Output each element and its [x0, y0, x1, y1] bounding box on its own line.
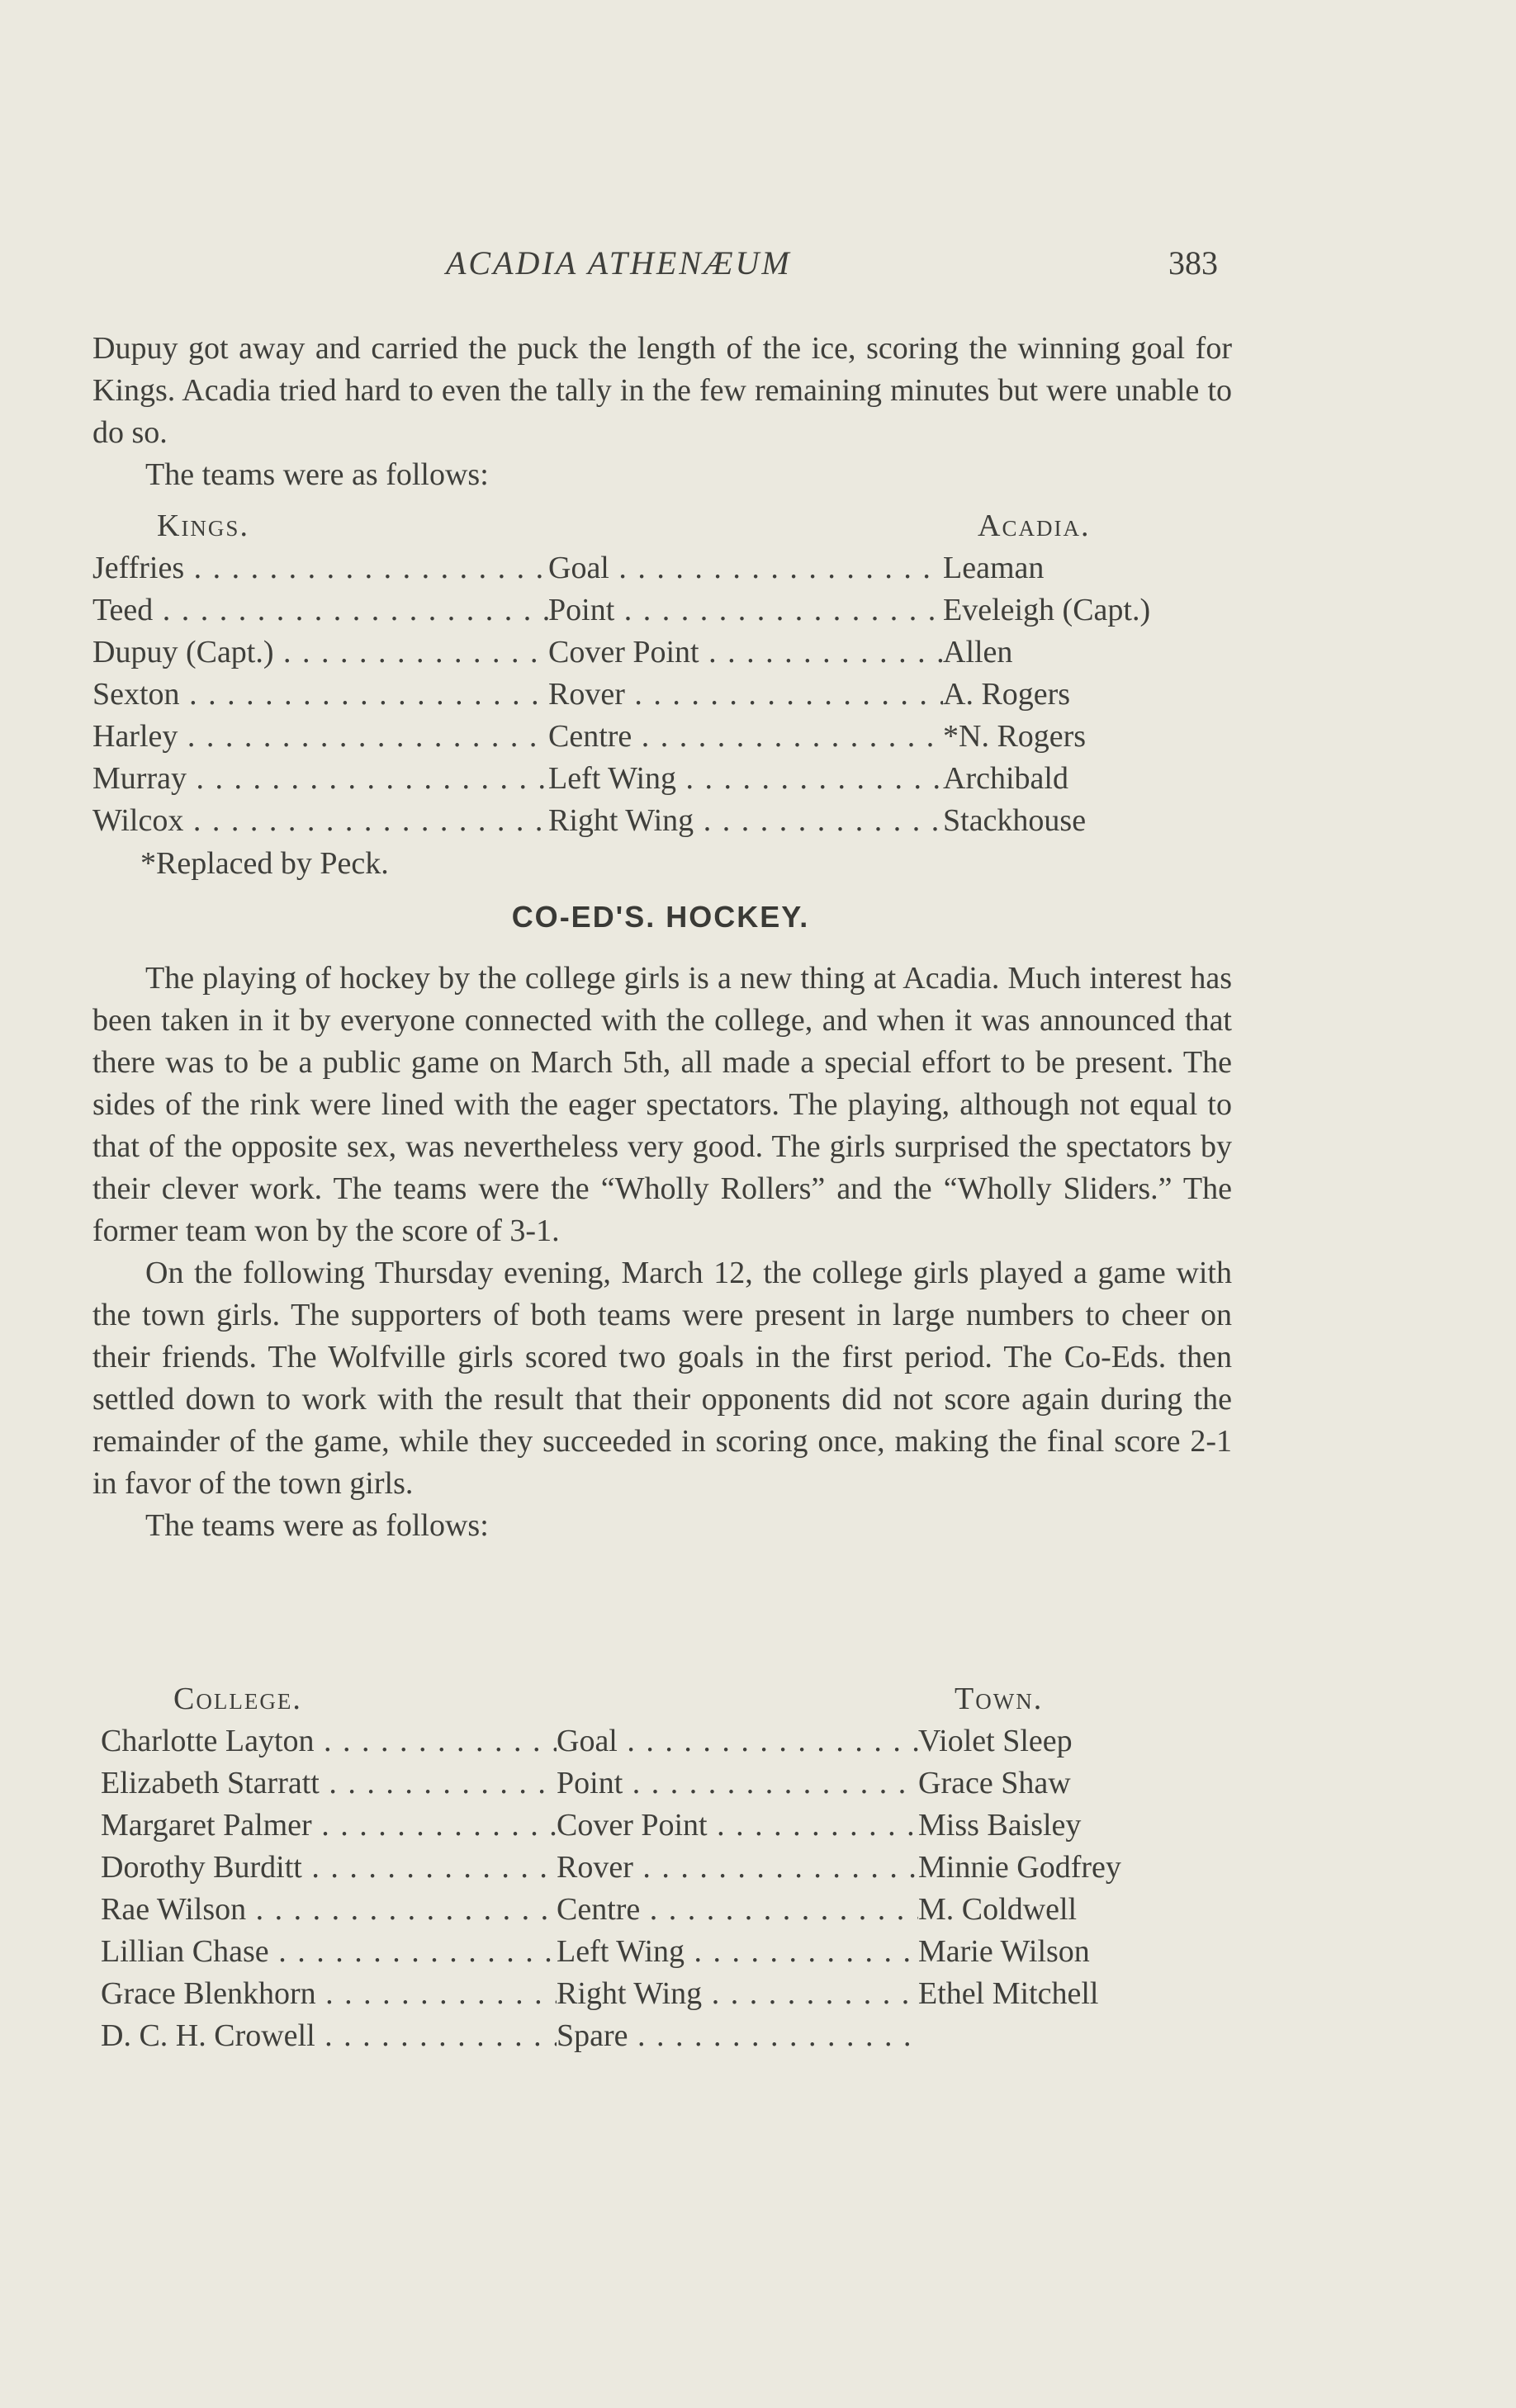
player-name: Charlotte Layton . . .: [101, 1723, 557, 1759]
roster-row: [92, 1807, 1232, 1849]
roster-row: [92, 1933, 1232, 1975]
player-name: Lillian Chase . . .: [101, 1933, 557, 1970]
roster-row: [92, 2018, 1232, 2060]
position-name: Goal . . .: [557, 1723, 918, 1759]
position-name: Goal . . .: [548, 550, 943, 586]
position-name: Point . . .: [548, 592, 943, 628]
roster-row: [92, 1975, 1232, 2018]
section-title: CO-ED'S. HOCKEY.: [511, 900, 810, 934]
roster-row: [92, 634, 1232, 676]
player-name: Harley . . .: [92, 718, 548, 755]
mens-teams-intro: The teams were as follows:: [145, 457, 489, 492]
roster-row: [92, 1849, 1232, 1891]
position-name: Cover Point . . .: [557, 1807, 918, 1843]
player-name: Rae Wilson . . .: [101, 1891, 557, 1928]
running-header: [0, 244, 1516, 285]
player-name: Dupuy (Capt.) . . .: [92, 634, 548, 670]
roster-row: [92, 1723, 1232, 1765]
player-name: Margaret Palmer . . .: [101, 1807, 557, 1843]
position-name: Centre . . .: [557, 1891, 918, 1928]
position-name: Left Wing . . .: [557, 1933, 918, 1970]
position-name: Cover Point . . .: [548, 634, 943, 670]
position-name: Right Wing . . .: [557, 1975, 918, 2012]
player-name: Wilcox . . .: [92, 802, 548, 839]
player-name: Sexton . . .: [92, 676, 548, 712]
player-name: Dorothy Burditt . . .: [101, 1849, 557, 1885]
opponent-name: Miss Baisley: [918, 1808, 1082, 1843]
team-heading-college: College.: [173, 1682, 302, 1716]
position-name: Right Wing . . .: [548, 802, 943, 839]
position-name: Point . . .: [557, 1765, 918, 1801]
team-heading-acadia: Acadia.: [978, 509, 1091, 543]
intro-block: [92, 328, 1232, 496]
roster-row: [92, 676, 1232, 718]
position-name: Rover . . .: [557, 1849, 918, 1885]
roster-row: [92, 1891, 1232, 1933]
coeds-roster: [92, 1681, 1232, 2060]
position-name: Rover . . .: [548, 676, 943, 712]
player-name: Murray . . .: [92, 760, 548, 797]
player-name: Teed . . .: [92, 592, 548, 628]
roster-header: [92, 1681, 1232, 1723]
intro-paragraph: Dupuy got away and carried the puck the length of the ice, scoring the winning goal for Kings. Acadia tried hard to even the tally in the few remaining minutes but were unable to do so.: [92, 331, 1232, 450]
coeds-teams-intro: The teams were as follows:: [145, 1508, 489, 1543]
coeds-paragraph-1: The playing of hockey by the college girls is a new thing at Acadia. Much interest has been taken in it by everyone connected with the college, and when it was announced that there was to be a public game on March 5th, all made a special effort to be present. The sides of the rink were lined with the eager spectators. The playing, although not equal to that of the opposite sex, was nevertheless very good. The girls surprised the spectators by their clever work. The teams were the “Wholly Rollers” and the “Wholly Sliders.” The former team won by the score of 3-1.: [92, 961, 1232, 1248]
opponent-name: Violet Sleep: [918, 1724, 1073, 1758]
player-name: Elizabeth Starratt . . .: [101, 1765, 557, 1801]
opponent-name: Leaman: [943, 551, 1045, 585]
mens-roster: [92, 508, 1232, 844]
roster-header: [92, 508, 1232, 550]
roster-row: [92, 550, 1232, 592]
opponent-name: *N. Rogers: [943, 719, 1087, 754]
coeds-paragraph-2: On the following Thursday evening, March 12, the college girls played a game with the town girls. The supporters of both teams were present in large numbers to cheer on their friends. The Wolfville girls scored two goals in the first period. The Co-Eds. then settled down to work with the result that their opponents did not score again during the remainder of the game, while they succeeded in scoring once, making the final score 2-1 in favor of the town girls.: [92, 1256, 1232, 1501]
roster-row: [92, 592, 1232, 634]
replacement-note: *Replaced by Peck.: [140, 846, 389, 881]
team-heading-kings: Kings.: [157, 509, 249, 543]
roster-row: [92, 802, 1232, 844]
opponent-name: Minnie Godfrey: [918, 1850, 1121, 1885]
opponent-name: Eveleigh (Capt.): [943, 593, 1151, 627]
coeds-text: [92, 958, 1232, 1547]
opponent-name: A. Rogers: [943, 677, 1071, 712]
team-heading-town: Town.: [955, 1682, 1044, 1716]
player-name: D. C. H. Crowell . . .: [101, 2018, 557, 2054]
opponent-name: Archibald: [943, 761, 1068, 796]
opponent-name: Ethel Mitchell: [918, 1976, 1099, 2011]
roster-row: [92, 718, 1232, 760]
opponent-name: M. Coldwell: [918, 1892, 1078, 1927]
opponent-name: Stackhouse: [943, 803, 1087, 838]
journal-title: ACADIA ATHENÆUM: [446, 244, 792, 281]
opponent-name: Grace Shaw: [918, 1766, 1071, 1800]
opponent-name: Marie Wilson: [918, 1934, 1090, 1969]
position-name: Spare . . .: [557, 2018, 918, 2054]
position-name: Centre . . .: [548, 718, 943, 755]
opponent-name: Allen: [943, 635, 1013, 669]
roster-row: [92, 760, 1232, 802]
position-name: Left Wing . . .: [548, 760, 943, 797]
roster-row: [92, 1765, 1232, 1807]
roster-rows: [92, 1723, 1232, 2060]
player-name: Grace Blenkhorn . . .: [101, 1975, 557, 2012]
roster-rows: [92, 550, 1232, 844]
player-name: Jeffries . . .: [92, 550, 548, 586]
page-number: 383: [1168, 244, 1218, 281]
